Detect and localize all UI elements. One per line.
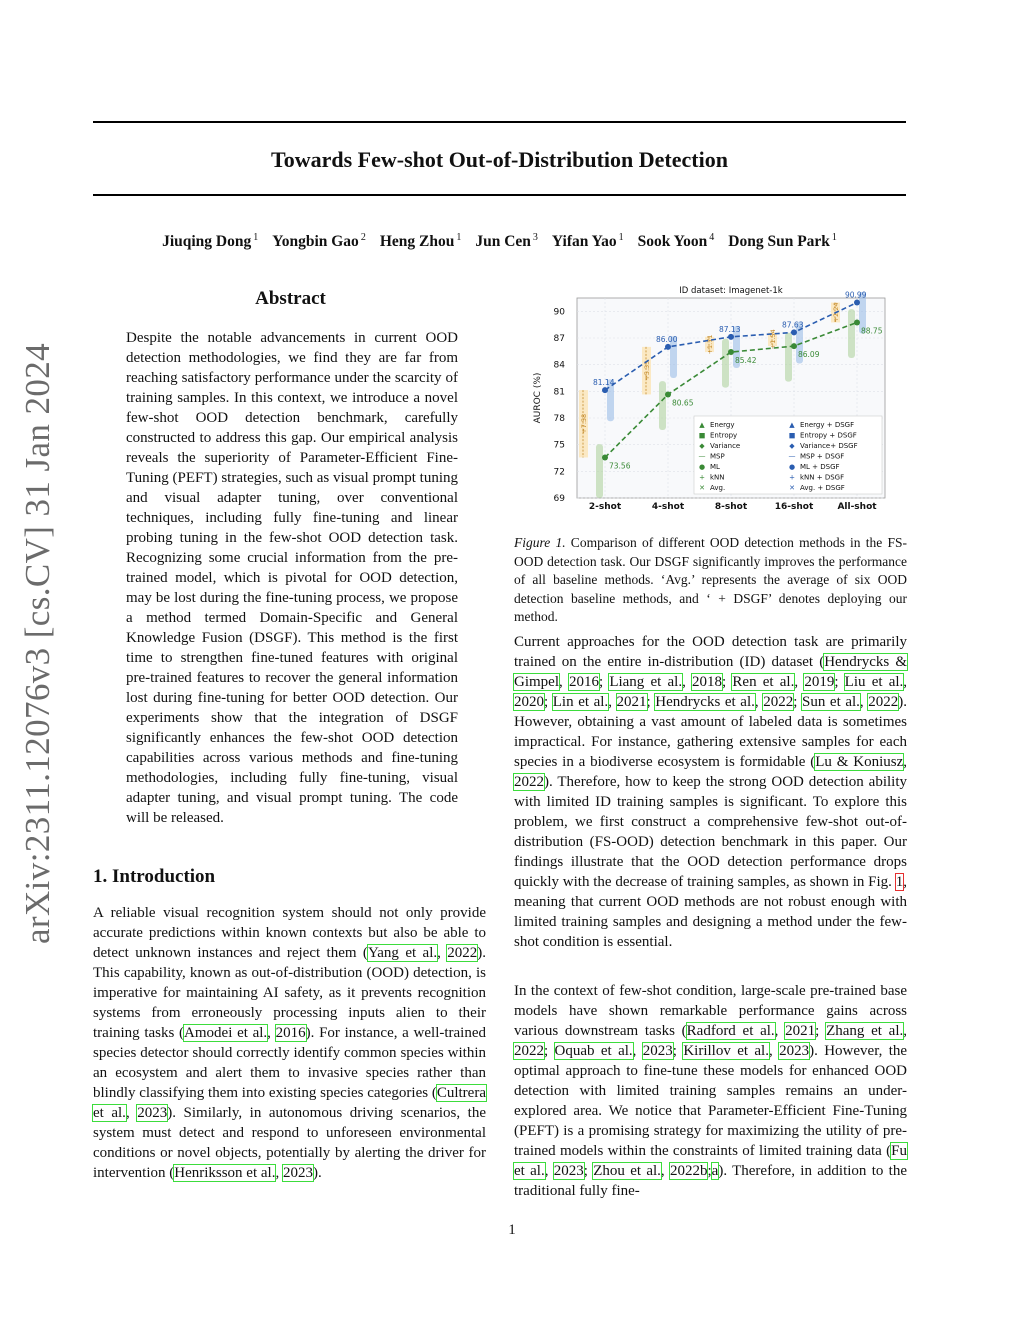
author-affiliation: 1 — [456, 232, 462, 243]
author-2 — [380, 233, 462, 250]
citation-link[interactable]: Liang et al. — [609, 674, 683, 690]
data-label-avg-dsgf: 87.63 — [782, 320, 804, 330]
legend-entry: Variance+ DSGF — [800, 442, 858, 450]
legend-entry: Avg. + DSGF — [800, 484, 845, 492]
data-label-avg: 88.75 — [861, 326, 883, 336]
legend-marker: ■ — [698, 431, 706, 440]
baseline-spread — [722, 339, 729, 388]
author-6 — [728, 233, 837, 250]
data-point-avg — [791, 343, 797, 349]
data-label-avg: 80.65 — [672, 398, 694, 408]
y-tick-label: 87 — [553, 334, 565, 344]
citation-link[interactable]: Yang et al. — [367, 945, 438, 961]
author-affiliation: 2 — [360, 232, 366, 243]
legend-marker: ■ — [788, 431, 796, 440]
citation-link[interactable]: 2021 — [616, 694, 647, 710]
data-label-avg-dsgf: 81.14 — [593, 378, 615, 388]
data-point-avg — [854, 319, 860, 325]
legend-marker: ◆ — [699, 442, 705, 450]
legend-entry: Entropy + DSGF — [800, 431, 857, 440]
abstract-text: Despite the notable advancements in current OOD detection methodologies, we find they are far from reaching satisfactory performance under the scarcity of training samples. In this context, we introduce a novel few-shot OOD detection benchmark, carefully constructed to address this gap. Our empirical analysis reveals the superiority of Parameter-Efficient Fine-Tuning (PEFT) strategies, such as visual prompt tuning and visual adapter tuning, over conventional techniques, including fully fine-tuning and linear probing tuning in the few-shot OOD detection task. Recognizing some crucial information from the pre-trained model, which is pivotal for OOD detection, may be lost during the fine-tuning process, we propose a method termed Domain-Specific and General Knowledge Fusion (DSGF). This method is the first time to strengthen fine-tuned features with original pre-trained features to recover the general information lost during fine-tuning for better OOD detection. Our experiments show that the integration of DSGF significantly enhances the few-shot OOD detection capabilities across various methods and fine-tuning methodologies, including fully fine-tuning, visual adapter tuning, and visual prompt tuning. The code will be released. — [126, 330, 458, 826]
citation-link[interactable]: 2018 — [692, 674, 723, 690]
citation-link[interactable]: Ren et al. — [732, 674, 795, 690]
page-number: 1 — [508, 1222, 516, 1238]
citation-link[interactable]: 2016 — [568, 674, 599, 690]
citation-link[interactable]: 2022 — [447, 945, 478, 961]
citation-link[interactable]: Fu et al. — [514, 1143, 907, 1179]
y-axis-label: AUROC (%) — [533, 372, 543, 424]
author-list — [93, 232, 906, 251]
legend-marker: — — [788, 452, 796, 461]
intro-paragraph-1: A reliable visual recognition system should not only provide accurate predictions within known contexts but also be able to detect unknown instances and reject them (Yang et al., 2022). This capability, known as out-of-distribution (OOD) detection, is imperative for maintaining AI safety, as it prevents recognition systems from erroneously processing inputs alien to their training tasks (Amodei et al., 2016). For instance, a well-trained species detector should correctly identify common species within an ecosystem and alert them to invasive species rather than blindly classifying them into existing species categories (Cultrera et al., 2023). Similarly, in autonomous driving scenarios, the system must detect and respond to unforeseen environmental conditions or novel objects, potentially by alerting the driver for intervention (Henriksson et al., 2023). — [93, 905, 487, 1181]
intro-paragraph-3: In the context of few-shot condition, large-scale pre-trained base models have shown remarkable performance gains across various downstream tasks (Radford et al., 2021; Zhang et al., 2022; Oquab et al., 2023; Kirillov et al., 2023). However, the optimal approach to fine-tune these models for enhanced OOD detection with limited training samples remains an under-explored area. We notice that Parameter-Efficient Fine-Tuning (PEFT) is a promising strategy for maximizing the utility of pre-trained models within the constraints of limited training data (Fu et al., 2023; Zhou et al., 2022b;a). Therefore, in addition to the traditional fully fine- — [514, 983, 908, 1199]
x-tick-label: All-shot — [837, 502, 877, 512]
data-label-avg-dsgf: 87.13 — [719, 324, 741, 334]
legend-entry: MSP — [710, 452, 725, 461]
citation-link[interactable]: Hendrycks et al. — [655, 694, 755, 710]
citation-link[interactable]: Amodei et al. — [184, 1025, 268, 1041]
legend-marker: ✕ — [699, 484, 705, 492]
data-label-avg: 86.09 — [798, 350, 820, 360]
baseline-spread — [785, 333, 792, 382]
citation-link[interactable]: 2016 — [275, 1025, 306, 1041]
legend-entry: ML + DSGF — [800, 463, 840, 471]
data-label-avg-dsgf: 90.99 — [845, 290, 867, 300]
citation-link[interactable]: 2023 — [137, 1105, 168, 1121]
author-name: Yifan Yao — [551, 233, 617, 250]
improvement-label: +2.24 — [832, 302, 840, 323]
author-5 — [638, 233, 715, 250]
legend-entry: ML — [710, 463, 720, 471]
citation-link[interactable]: 2022 — [514, 1043, 544, 1059]
legend-entry: Energy + DSGF — [800, 421, 855, 429]
y-tick-label: 78 — [553, 414, 565, 424]
legend-entry: Energy — [710, 421, 735, 429]
citation-link[interactable]: Hendrycks & Gimpel — [514, 654, 907, 690]
citation-link[interactable]: Lu & Koniusz — [815, 754, 904, 770]
figure-ref-link[interactable]: 1 — [895, 874, 904, 890]
title-bottom-rule — [93, 194, 906, 196]
caption-label: Figure 1. — [514, 535, 566, 550]
legend-entry: kNN — [710, 473, 725, 482]
y-tick-label: 81 — [553, 387, 565, 398]
y-tick-label: 90 — [553, 307, 565, 318]
intro-paragraph-2: Current approaches for the OOD detection task are primarily trained on the entire in-distribution (ID) dataset (Hendrycks & Gimpel, 2016; Liang et al., 2018; Ren et al., 2019; Liu et al., 2020; Lin et al., 2021; Hendrycks et al., 2022; Sun et al., 2022). However, obtaining a vast amount of labeled data is sometimes impractical. For instance, gathering extensive samples for each species in a biodiverse ecosystem is formidable (Lu & Koniusz, 2022). Therefore, how to keep the strong OOD detection ability with limited ID training samples is significant. To explore this problem, we first construct a comprehensive few-shot out-of-distribution (FS-OOD) detection benchmark in this paper. Our findings illustrate that the OOD detection performance drops quickly with the decrease of training samples, as shown in Fig. 1, meaning that current OOD methods are not robust enough with limited training samples and designing a method under the few-shot condition is essential. — [514, 634, 908, 950]
improvement-label: +7.58 — [580, 413, 588, 434]
y-tick-label: 84 — [553, 360, 565, 371]
caption-text: Comparison of different OOD detection methods in the FS-OOD detection task. Our DSGF significantly improves the performance of all baseline methods. ‘Avg.’ represents the average of six OOD detection baseline methods, and ‘ + DSGF’ denotes deploying our method. — [514, 535, 907, 624]
improvement-label: +1.54 — [769, 329, 777, 350]
legend-entry: MSP + DSGF — [800, 452, 845, 461]
data-point-avg-dsgf — [665, 344, 671, 350]
author-affiliation: 1 — [618, 232, 624, 243]
legend-marker: ◆ — [789, 442, 795, 450]
data-label-avg-dsgf: 86.00 — [656, 334, 678, 344]
author-affiliation: 1 — [831, 232, 837, 243]
citation-link[interactable]: 2021 — [785, 1023, 816, 1039]
author-name: Yongbin Gao — [272, 233, 359, 250]
citation-link[interactable]: 2022b — [669, 1163, 708, 1179]
x-tick-label: 2-shot — [588, 502, 622, 512]
citation-link[interactable]: 2023 — [553, 1163, 584, 1179]
data-label-avg: 85.42 — [735, 356, 757, 366]
chart-title: ID dataset: Imagenet-1k — [679, 286, 783, 296]
citation-link[interactable]: 2022 — [868, 694, 899, 710]
legend-marker: + — [789, 473, 795, 482]
data-point-avg-dsgf — [728, 334, 734, 340]
author-3 — [475, 233, 538, 250]
figure-1-caption — [514, 534, 907, 627]
citation-link[interactable]: a — [711, 1163, 719, 1179]
data-label-avg: 73.56 — [609, 461, 631, 471]
baseline-spread — [596, 444, 603, 498]
author-1 — [272, 233, 366, 250]
arxiv-watermark: arXiv:2311.12076v3 [cs.CV] 31 Jan 2024 — [18, 342, 57, 944]
legend-marker: — — [698, 452, 706, 461]
legend-marker: + — [699, 473, 705, 482]
y-tick-label: 72 — [553, 467, 565, 478]
improvement-label: +5.35 — [643, 360, 651, 381]
citation-link[interactable]: Zhou et al. — [593, 1163, 661, 1179]
legend-entry: Avg. — [710, 484, 726, 492]
author-affiliation: 4 — [709, 232, 715, 243]
y-tick-label: 75 — [553, 440, 565, 451]
author-affiliation: 3 — [532, 232, 538, 243]
figure-1-chart — [530, 284, 890, 516]
citation-link[interactable]: 2023 — [642, 1043, 673, 1059]
intro-heading: 1. Introduction — [93, 866, 216, 887]
citation-link[interactable]: 2023 — [282, 1165, 313, 1181]
author-name: Dong Sun Park — [728, 233, 830, 250]
data-point-avg-dsgf — [791, 329, 797, 335]
citation-link[interactable]: Cultrera et al. — [93, 1085, 486, 1121]
citation-link[interactable]: 2019 — [804, 674, 835, 690]
data-point-avg — [665, 391, 671, 397]
legend-entry: Variance — [710, 442, 741, 450]
citation-link[interactable]: Kirillov et al. — [683, 1043, 769, 1059]
citation-link[interactable]: Henriksson et al. — [174, 1165, 276, 1181]
data-point-avg — [602, 454, 608, 460]
author-affiliation: 1 — [253, 232, 259, 243]
abstract-heading: Abstract — [255, 288, 326, 309]
legend-marker: ✕ — [789, 484, 795, 492]
citation-link[interactable]: Zhang et al. — [826, 1023, 904, 1039]
legend-marker: ▲ — [789, 421, 795, 429]
title-top-rule — [93, 121, 906, 123]
citation-link[interactable]: 2023 — [779, 1043, 810, 1059]
author-0 — [162, 233, 258, 250]
citation-link[interactable]: Lin et al. — [552, 694, 609, 710]
x-tick-label: 16-shot — [774, 502, 814, 512]
citation-link[interactable]: 2022 — [763, 694, 794, 710]
paper-title: Towards Few-shot Out-of-Distribution Detection — [271, 147, 728, 172]
author-name: Jun Cen — [475, 233, 531, 250]
citation-link[interactable]: Sun et al. — [801, 694, 860, 710]
citation-link[interactable]: 2022 — [514, 774, 544, 790]
author-4 — [552, 233, 624, 250]
x-tick-label: 4-shot — [651, 502, 685, 512]
data-point-avg-dsgf — [602, 387, 608, 393]
author-name: Heng Zhou — [379, 233, 455, 250]
citation-link[interactable]: Radford et al. — [686, 1023, 775, 1039]
citation-link[interactable]: Oquab et al. — [554, 1043, 633, 1059]
baseline-spread — [659, 381, 666, 430]
data-point-avg-dsgf — [854, 300, 860, 306]
y-tick-label: 69 — [553, 494, 565, 504]
legend-marker: ● — [698, 463, 706, 471]
citation-link[interactable]: Liu et al. — [844, 674, 904, 690]
legend-marker: ▲ — [699, 421, 705, 429]
legend-marker: ● — [788, 463, 796, 471]
improvement-label: +1.71 — [706, 334, 714, 355]
author-name: Sook Yoon — [637, 233, 708, 250]
x-tick-label: 8-shot — [714, 502, 748, 512]
legend-entry: Entropy — [710, 431, 738, 440]
baseline-spread — [848, 309, 855, 358]
author-name: Jiuqing Dong — [162, 233, 252, 250]
data-point-avg — [728, 349, 734, 355]
citation-link[interactable]: 2020 — [514, 694, 544, 710]
legend-entry: kNN + DSGF — [800, 473, 845, 482]
